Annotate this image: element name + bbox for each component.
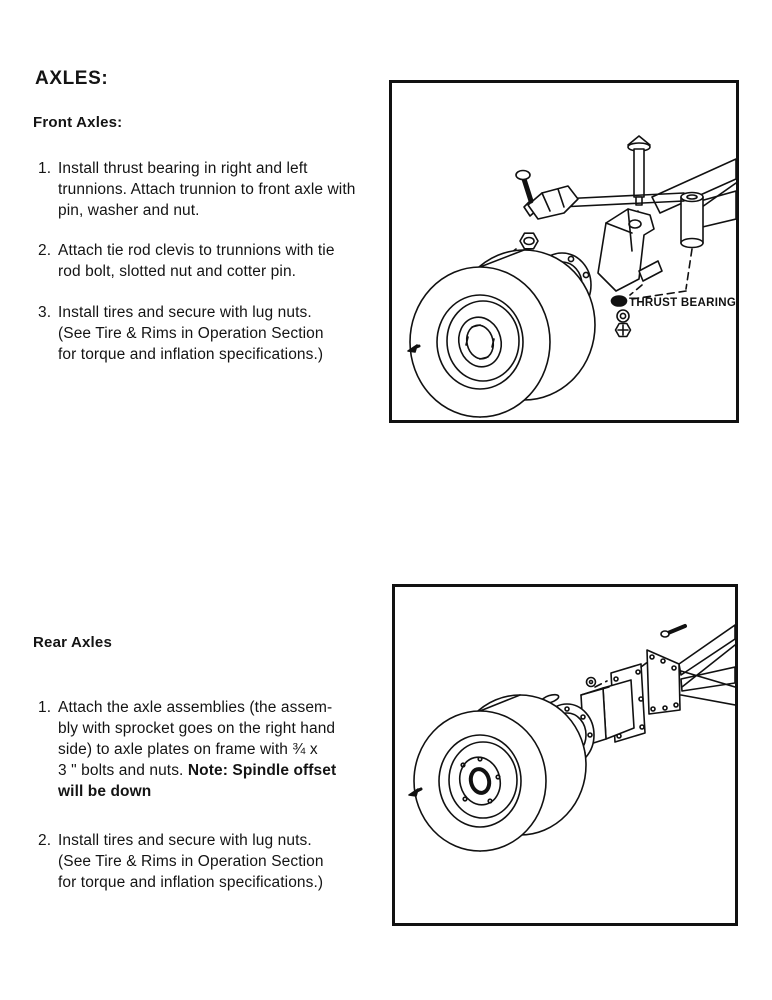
front-axle-figure <box>389 80 739 423</box>
instruction-line: trunnions. Attach trunnion to front axle with <box>58 181 356 198</box>
rear-axles-item-2 <box>38 830 394 893</box>
instruction-line: Attach tie rod clevis to trunnions with tie <box>58 242 335 259</box>
tie-rod-bolt <box>516 171 531 202</box>
list-number: 3. <box>38 304 52 321</box>
list-number: 1. <box>38 699 52 716</box>
list-number: 2. <box>38 832 52 849</box>
instruction-line <box>58 781 394 802</box>
instruction-line: Install tires and secure with lug nuts. <box>58 832 312 849</box>
small-nut <box>587 678 596 687</box>
rear-tire-illustration <box>414 695 586 851</box>
thrust-bearing-label: THRUST BEARING <box>629 297 736 309</box>
axle-mounting-plate <box>647 650 680 714</box>
instruction-line: Install tires and secure with lug nuts. <box>58 304 312 321</box>
front-axles-heading: Front Axles: <box>33 114 123 131</box>
instruction-line: 3 " bolts and nuts. Note: Spindle offset <box>58 762 337 779</box>
instruction-line: Attach the axle assemblies (the assem- <box>58 699 333 716</box>
instruction-line: Install thrust bearing in right and left <box>58 160 308 177</box>
instruction-line: pin, washer and nut. <box>58 202 200 219</box>
front-axles-item-3 <box>38 302 394 365</box>
rear-axles-item-1 <box>38 697 394 802</box>
instruction-line: (See Tire & Rims in Operation Section <box>58 853 324 870</box>
frame-truss <box>679 625 735 705</box>
instruction-line: bly with sprocket goes on the right hand <box>58 720 336 737</box>
instruction-line: side) to axle plates on frame with ¾ x <box>58 741 318 758</box>
instruction-line: rod bolt, slotted nut and cotter pin. <box>58 263 297 280</box>
washer <box>617 310 629 322</box>
front-axle-exploded-diagram <box>392 83 736 420</box>
note-bold-text: will be down <box>58 783 152 800</box>
instruction-line: (See Tire & Rims in Operation Section <box>58 325 324 342</box>
rear-axle-exploded-diagram <box>395 587 735 923</box>
trunnion-yoke <box>598 209 662 291</box>
instruction-line: for torque and inflation specifications.) <box>58 874 324 891</box>
thrust-bearing-marker <box>612 296 627 306</box>
list-number: 1. <box>38 160 52 177</box>
rear-axle-figure <box>392 584 738 926</box>
page-title: AXLES: <box>35 68 109 89</box>
note-bold-text: Note: Spindle offset <box>187 762 337 779</box>
frame-bolt <box>661 626 685 637</box>
trunnion-sleeve <box>681 193 703 290</box>
list-number: 2. <box>38 242 52 259</box>
front-axles-item-1 <box>38 158 394 221</box>
slotted-nut <box>520 233 538 249</box>
front-axles-item-2 <box>38 240 394 282</box>
instruction-line: for torque and inflation specifications.) <box>58 346 324 363</box>
front-tire-illustration <box>410 250 595 417</box>
rear-axles-heading: Rear Axles <box>33 634 112 651</box>
nut <box>616 324 631 337</box>
